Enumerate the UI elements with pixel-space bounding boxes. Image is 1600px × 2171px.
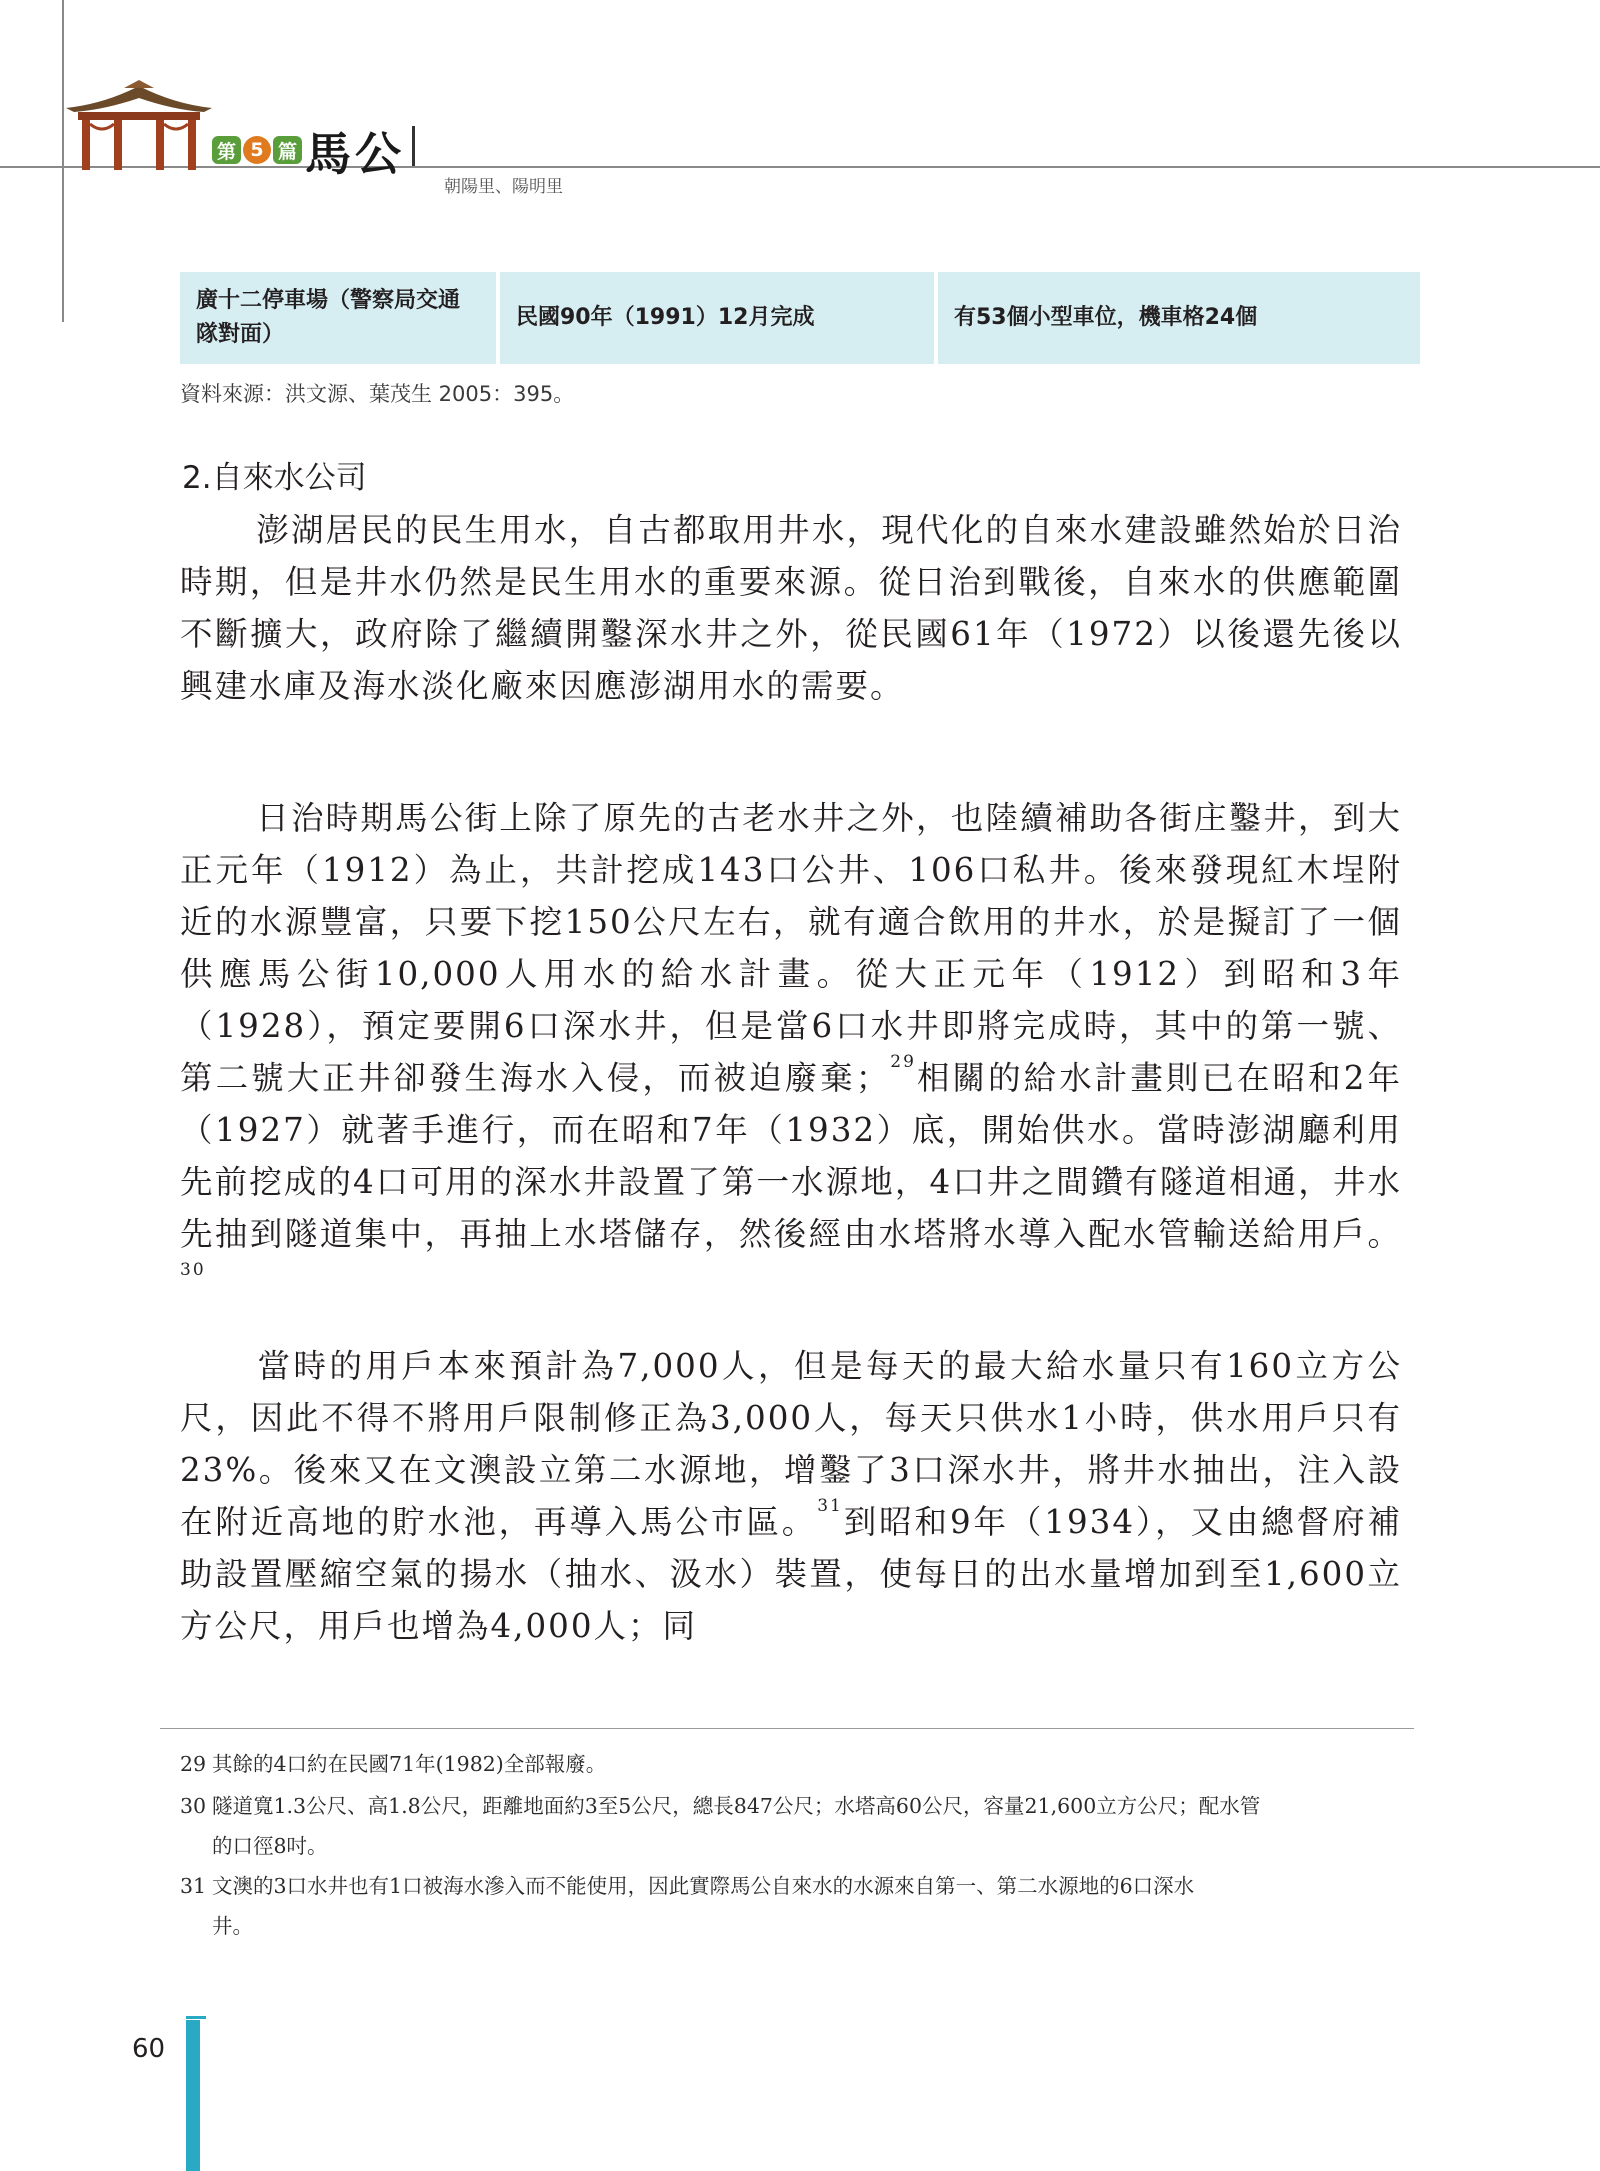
chapter-badge-suffix: 篇 (273, 136, 302, 164)
chapter-badge-prefix: 第 (212, 136, 241, 164)
header-horizontal-rule (0, 166, 1600, 168)
paragraph-3 (180, 1340, 1402, 1652)
pavilion-icon (64, 78, 214, 170)
table-cell-location: 廣十二停車場（警察局交通隊對面） (180, 272, 496, 364)
footnote-ref-29[interactable]: 29 (890, 1052, 916, 1072)
page-number: 60 (132, 2034, 166, 2064)
footnote-number: 31 (180, 1874, 207, 1898)
paragraph-2 (180, 792, 1402, 1312)
chapter-badge (212, 134, 302, 166)
chapter-number: 5 (243, 136, 271, 164)
paragraph-3-text-b: 到昭和9年（1934），又由總督府補助設置壓縮空氣的揚水（抽水、汲水）裝置，使每日的出水量增加到至1,600立方公尺，用戶也增為4,000人；同 (180, 1503, 1402, 1645)
table-cell-date: 民國90年（1991）12月完成 (500, 272, 934, 364)
chapter-title: 馬公 (305, 127, 405, 181)
footnote-ref-30[interactable]: 30 (180, 1260, 206, 1280)
footnote-divider (160, 1728, 1414, 1729)
source-note: 資料來源：洪文源、葉茂生 2005：395。 (180, 382, 575, 406)
accent-bar (186, 2020, 200, 2171)
paragraph-2-text-b: 相關的給水計畫則已在昭和2年（1927）就著手進行，而在昭和7年（1932）底，開始供水。當時澎湖廳利用先前挖成的4口可用的深水井設置了第一水源地，4口井之間鑽有隧道相通，井水先抽到隧道集中，再抽上水塔儲存，然後經由水塔將水導入配水管輸送給用戶。 (180, 1059, 1402, 1253)
footnote-text-continued: 井。 (212, 1914, 253, 1938)
footnote-29 (180, 1744, 1402, 1784)
table-row (180, 272, 1420, 364)
paragraph-1-text: 澎湖居民的民生用水，自古都取用井水，現代化的自來水建設雖然始於日治時期，但是井水仍然是民生用水的重要來源。從日治到戰後，自來水的供應範圍不斷擴大，政府除了繼續開鑿深水井之外，從民國61年（1972）以後還先後以興建水庫及海水淡化廠來因應澎湖用水的需要。 (180, 511, 1402, 705)
title-divider (412, 126, 415, 166)
accent-line (186, 2016, 206, 2019)
paragraph-3-text-a: 當時的用戶本來預計為7,000人，但是每天的最大給水量只有160立方公尺，因此不得不將用戶限制修正為3,000人，每天只供水1小時，供水用戶只有23%。後來又在文澳設立第二水源地，增鑿了3口深水井，將井水抽出，注入設在附近高地的貯水池，再導入馬公市區。 (180, 1347, 1402, 1541)
footnote-30 (180, 1786, 1402, 1866)
footnote-number: 30 (180, 1794, 207, 1818)
paragraph-2-text-a: 日治時期馬公街上除了原先的古老水井之外，也陸續補助各街庄鑿井，到大正元年（1912）為止，共計挖成143口公井、106口私井。後來發現紅木埕附近的水源豐富，只要下挖150公尺左右，就有適合飲用的井水，於是擬訂了一個供應馬公街10,000人用水的給水計畫。從大正元年（1912）到昭和3年（1928），預定要開6口深水井，但是當6口水井即將完成時，其中的第一號、第二號大正井卻發生海水入侵，而被迫廢棄； (180, 799, 1402, 1097)
footnote-text: 隧道寬1.3公尺、高1.8公尺，距離地面約3至5公尺，總長847公尺；水塔高60公尺，容量21,600立方公尺；配水管 (212, 1794, 1261, 1818)
paragraph-1 (180, 504, 1402, 712)
footnote-text: 文澳的3口水井也有1口被海水滲入而不能使用，因此實際馬公自來水的水源來自第一、第二水源地的6口深水 (212, 1874, 1195, 1898)
chapter-subtitle: 朝陽里、陽明里 (444, 177, 563, 197)
footnote-text-continued: 的口徑8吋。 (212, 1834, 328, 1858)
footnote-31 (180, 1866, 1402, 1946)
footnote-text: 其餘的4口約在民國71年(1982)全部報廢。 (212, 1752, 607, 1776)
table-cell-capacity: 有53個小型車位，機車格24個 (938, 272, 1420, 364)
section-heading: 2.自來水公司 (182, 460, 367, 496)
footnote-ref-31[interactable]: 31 (817, 1496, 843, 1516)
footnote-number: 29 (180, 1752, 207, 1776)
